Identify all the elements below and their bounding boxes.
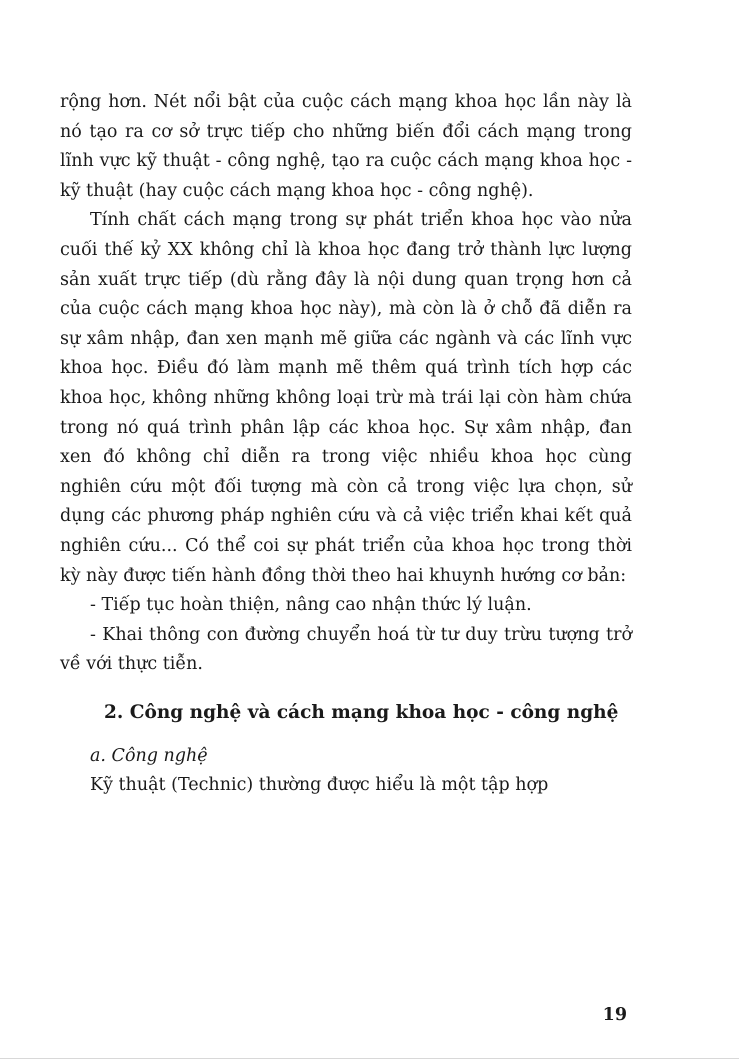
paragraph-technic: Kỹ thuật (Technic) thường được hiểu là một tập hợp [90,775,549,796]
bullet-item-practice: - Khai thông con đường chuyển hoá từ tư duy trừu tượng trở về với thực tiễn. [60,624,632,675]
subsection-heading: a. Công nghệ [90,745,208,766]
paragraph-revolution-character: Tính chất cách mạng trong sự phát triển khoa học vào nửa cuối thế kỷ XX không chỉ là khoa học đang trở thành lực lượng sản xuất trực tiếp (dù rằng đây là nội dung quan trọng hơn cả của cuộc cách mạng khoa học này), mà còn là ở chỗ đã diễn ra sự xâm nhập, đan xen mạnh mẽ giữa các ngành và các lĩnh vực khoa học. Điều đó làm mạnh mẽ thêm quá trình tích hợp các khoa học, không những không loại trừ mà trái lại còn hàm chứa trong nó quá trình phân lập các khoa học. Sự xâm nhập, đan xen đó không chỉ diễn ra trong việc nhiều khoa học cùng nghiên cứu một đối tượng mà còn cả trong việc lựa chọn, sử dụng các phương pháp nghiên cứu và cả việc triển khai kết quả nghiên cứu... Có thể coi sự phát triển của khoa học trong thời kỳ này được tiến hành đồng thời theo hai khuynh hướng cơ bản: [60,210,632,586]
page-number: 19 [602,1005,627,1025]
section-heading: 2. Công nghệ và cách mạng khoa học - công nghệ [104,701,619,723]
paragraph-continued: rộng hơn. Nét nổi bật của cuộc cách mạng khoa học lần này là nó tạo ra cơ sở trực tiếp cho những biến đổi cách mạng trong lĩnh vực kỹ thuật - công nghệ, tạo ra cuộc cách mạng khoa học - kỹ thuật (hay cuộc cách mạng khoa học - công nghệ). [60,92,632,201]
page-edge-divider [0,1058,739,1059]
bullet-item-theory: - Tiếp tục hoàn thiện, nâng cao nhận thức lý luận. [90,595,532,616]
body-text [60,88,632,801]
